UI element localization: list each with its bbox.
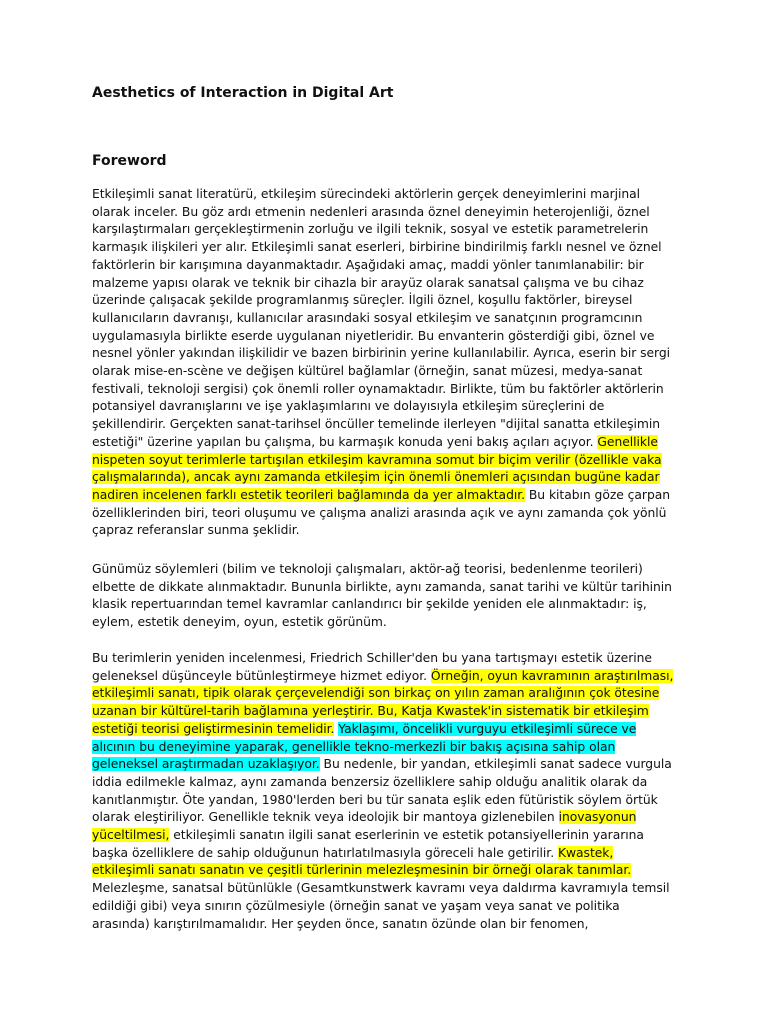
document-page xyxy=(92,84,676,931)
paragraph-3-text: Bu nedenle, bir yandan, etkileşimli sanat sadece vurgula iddia edilmekle kalmaz, aynı zamanda benzersiz özelliklere sahip olduğu analitik olarak da kanıtlanmıştır. Öte yandan, 1980'lerden beri bu tür sanata eşlik eden fütüristik söylem örtük olarak eleştiriliyor. Genellikle teknik veya ideolojik bir mantoya gizlenebilen xyxy=(92,757,672,825)
highlighted-text: inovasyonun yüceltilmesi, xyxy=(92,810,637,843)
paragraph-2 xyxy=(92,561,676,632)
paragraph-1-text: Etkileşimli sanat literatürü, etkileşim sürecindeki aktörlerin gerçek deneyimlerini marjinal olarak inceler. Bu göz ardı etmenin nedenleri arasında öznel deneyimin heterojenliği, öznel karşılaştırmaları gerçekleştirmenin zorluğu ve ilgili teknik, sosyal ve estetik parametrelerin karmaşık ilişkileri yer alır. Etkileşimli sanat eserleri, birbirine bindirilmiş farklı nesnel ve öznel faktörlerin bir karışımına dayanmaktadır. Aşağıdaki amaç, maddi yönler tanımlanabilir: bir malzeme yapısı olarak ve teknik bir cihazla bir arayüz olarak sanatsal çalışma ve bu cihaz üzerinde çalışacak şekilde programlanmış süreçler. İlgili öznel, koşullu faktörler, bireysel kullanıcıların davranışı, kullanıcılar arasındaki sosyal etkileşim ve sanatçının programcının uygulamasıyla birlikte eserde uygulanan niyetleridir. Bu envanterin gösterdiği gibi, öznel ve nesnel yönler yakından ilişkilidir ve bazen birbirinin yerine kullanılabilir. Ayrıca, eserin bir sergi olarak mise-en-scène ve değişen kültürel bağlamlar (örneğin, sanat müzesi, medya-sanat festivali, teknoloji sergisi) çok önemli roller oynamaktadır. Birlikte, tüm bu faktörler aktörlerin potansiyel davranışlarını ve işe yaklaşımlarını ve dolayısıyla etkileşim süreçlerini de şekillendirir. Gerçekten sanat-tarihsel öncüller temelinde ilerleyen "dijital sanatta etkileşimin estetiği" üzerine yapılan bu çalışma, bu karmaşık konuda yeni bakış açıları açıyor. xyxy=(92,187,671,449)
paragraph-3-text: Bu terimlerin yeniden incelenmesi, Friedrich Schiller'den bu yana tartışmayı estetik üzerine geleneksel düşünceyle bütünleştirmeye hizmet ediyor. xyxy=(92,651,652,683)
paragraph-3-text: Melezleşme, sanatsal bütünlükle (Gesamtkunstwerk kavramı veya daldırma kavramıyla temsil edildiği gibi) veya sınırın çözülmesiyle (örneğin sanat ve yaşam veya sanat ve politika arasında) karıştırılmamalıdır. Her şeyden önce, sanatın özünde olan bir fenomen, xyxy=(92,881,670,931)
paragraph-2-text: Günümüz söylemleri (bilim ve teknoloji çalışmaları, aktör-ağ teorisi, bedenlenme teorileri) elbette de dikkate alınmaktadır. Bununla birlikte, aynı zamanda, sanat tarihi ve kültür tarihinin klasik repertuarından temel kavramlar canlandırıcı bir şekilde yeniden ele alınmaktadır: iş, eylem, estetik deneyim, oyun, estetik görünüm. xyxy=(92,562,672,630)
highlighted-text-cyan: Yaklaşımı, öncelikli vurguyu etkileşimli sürece ve alıcının bu deneyimine yaparak, genellikle tekno-merkezli bir bakış açısına sahip olan geleneksel araştırmadan uzaklaşıyor. xyxy=(92,721,637,772)
paragraph-1 xyxy=(92,186,676,540)
highlighted-text: Genellikle nispeten soyut terimlerle tartışılan etkileşim kavramına somut bir biçim verilir (özellikle vaka çalışmalarında), ancak aynı zamanda etkileşim için önemli önemleri açısından bugüne kadar nadiren incelenen farklı estetik teorileri bağlamında da yer almaktadır. xyxy=(92,434,662,502)
section-heading: Foreword xyxy=(92,153,167,169)
paragraph-3-text: etkileşimli sanatın ilgili sanat eserlerinin ve estetik potansiyellerinin yararına başka özelliklere de sahip olduğunun hatırlatılmasıyla göreceli hale getirilir. xyxy=(92,828,644,860)
highlighted-text: Örneğin, oyun kavramının araştırılması, etkileşimli sanatı, tipik olarak çerçevelendiği son birkaç on yılın zaman aralığının çok ötesine uzanan bir kültürel-tarih bağlamına yerleştirir. Bu, Katja Kwastek'in sistematik bir etkileşim estetiği teorisi geliştirmesinin temelidir. xyxy=(92,668,674,736)
paragraph-3 xyxy=(92,650,676,933)
paragraph-1-text: Bu kitabın göze çarpan özelliklerinden biri, teori oluşumu ve çalışma analizi arasında açık ve aynı zamanda çok yönlü çapraz referanslar sunma şeklidir. xyxy=(92,487,671,538)
highlighted-text: Kwastek, etkileşimli sanatı sanatın ve çeşitli türlerinin melezleşmesinin bir örneği olarak tanımlar. xyxy=(92,845,632,878)
document-title: Aesthetics of Interaction in Digital Art xyxy=(92,85,394,101)
